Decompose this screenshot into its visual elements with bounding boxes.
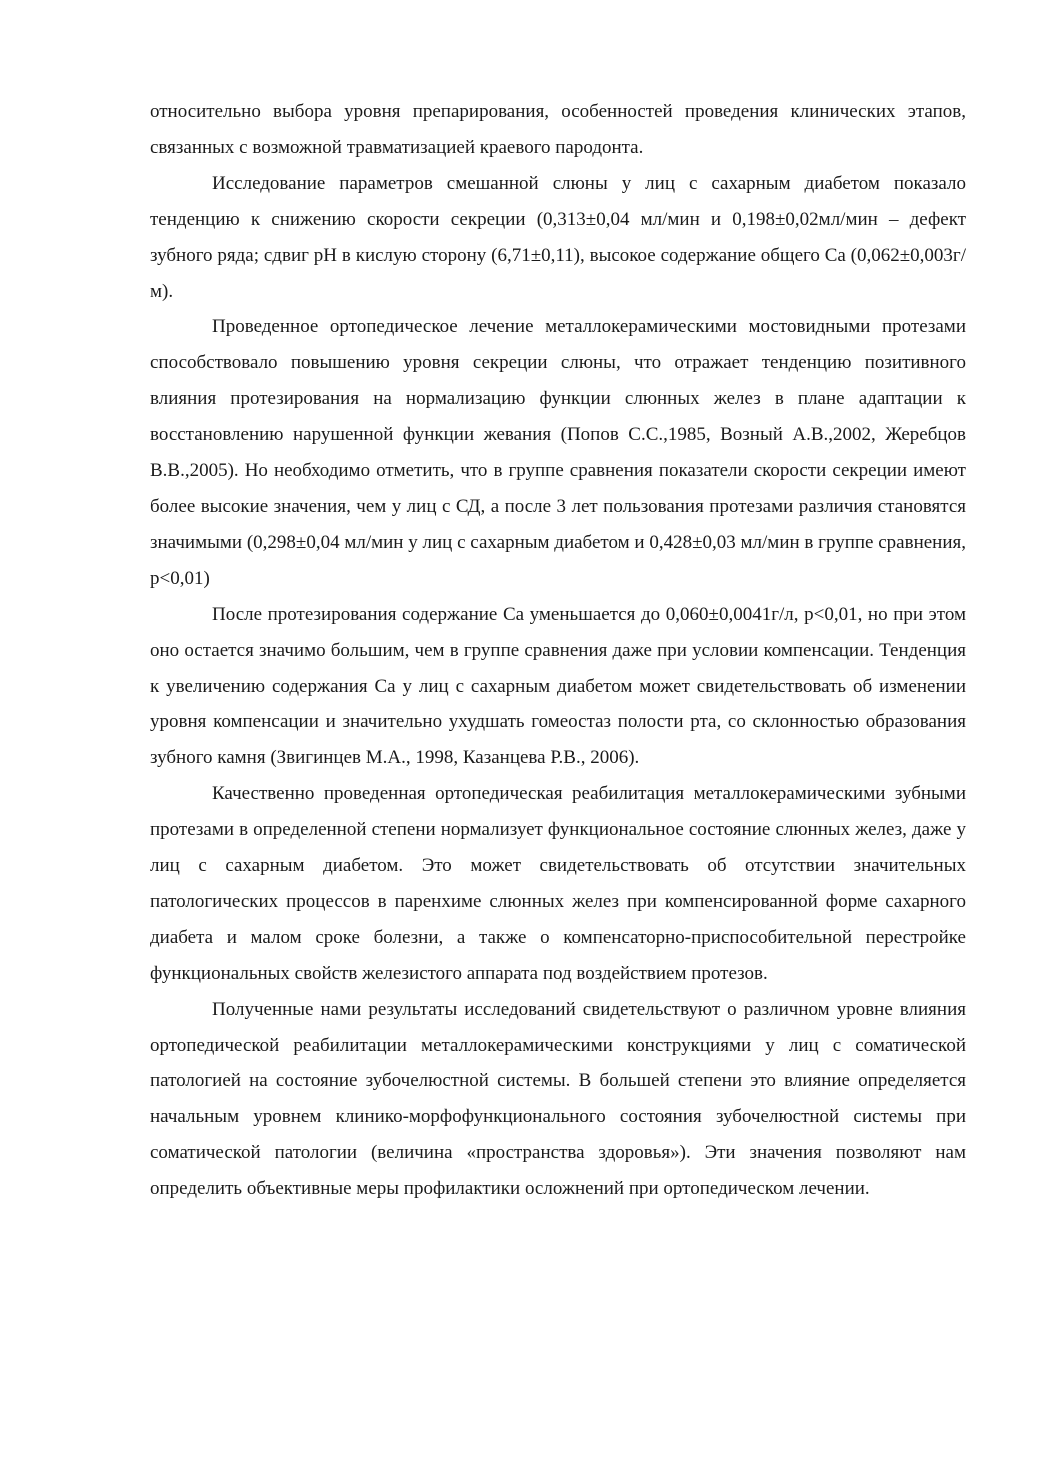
document-body: [150, 94, 966, 1207]
paragraph-orthopedic-treatment: Проведенное ортопедическое лечение металлокерамическими мостовидными протезами способствовало повышению уровня секреции слюны, что отражает тенденцию позитивного влияния протезирования на нормализацию функции слюнных желез в плане адаптации к восстановлению нарушенной функции жевания (Попов С.С.,1985, Возный А.В.,2002, Жеребцов В.В.,2005). Но необходимо отметить, что в группе сравнения показатели скорости секреции имеют более высокие значения, чем у лиц с СД, а после 3 лет пользования протезами различия становятся значимыми (0,298±0,04 мл/мин у лиц с сахарным диабетом и 0,428±0,03 мл/мин в группе сравнения, р<0,01): [150, 316, 966, 589]
paragraph-rehabilitation-quality: Качественно проведенная ортопедическая реабилитация металлокерамическими зубными протезами в определенной степени нормализует функциональное состояние слюнных желез, даже у лиц с сахарным диабетом. Это может свидетельствовать об отсутствии значительных патологических процессов в паренхиме слюнных желез при компенсированной форме сахарного диабета и малом сроке болезни, а также о компенсаторно-приспособительной перестройке функциональных свойств железистого аппарата под воздействием протезов.: [150, 783, 966, 984]
paragraph-calcium-content: После протезирования содержание Са уменьшается до 0,060±0,0041г/л, р<0,01, но при этом оно остается значимо большим, чем в группе сравнения даже при условии компенсации. Тенденция к увеличению содержания Са у лиц с сахарным диабетом может свидетельствовать об изменении уровня компенсации и значительно ухудшать гомеостаз полости рта, со склонностью образования зубного камня (Звигинцев М.А., 1998, Казанцева Р.В., 2006).: [150, 603, 966, 769]
paragraph-continuation: относительно выбора уровня препарирования, особенностей проведения клинических этапов, связанных с возможной травматизацией краевого пародонта.: [150, 101, 966, 158]
paragraph-saliva-parameters: Исследование параметров смешанной слюны у лиц с сахарным диабетом показало тенденцию к снижению скорости секреции (0,313±0,04 мл/мин и 0,198±0,02мл/мин – дефект зубного ряда; сдвиг рН в кислую сторону (6,71±0,11), высокое содержание общего Са (0,062±0,003г/м).: [150, 172, 966, 302]
paragraph-results-summary: Полученные нами результаты исследований свидетельствуют о различном уровне влияния ортопедической реабилитации металлокерамическими конструкциями у лиц с соматической патологией на состояние зубочелюстной системы. В большей степени это влияние определяется начальным уровнем клинико-морфофункционального состояния зубочелюстной системы при соматической патологии (величина «пространства здоровья»). Эти значения позволяют нам определить объективные меры профилактики осложнений при ортопедическом лечении.: [150, 998, 966, 1200]
